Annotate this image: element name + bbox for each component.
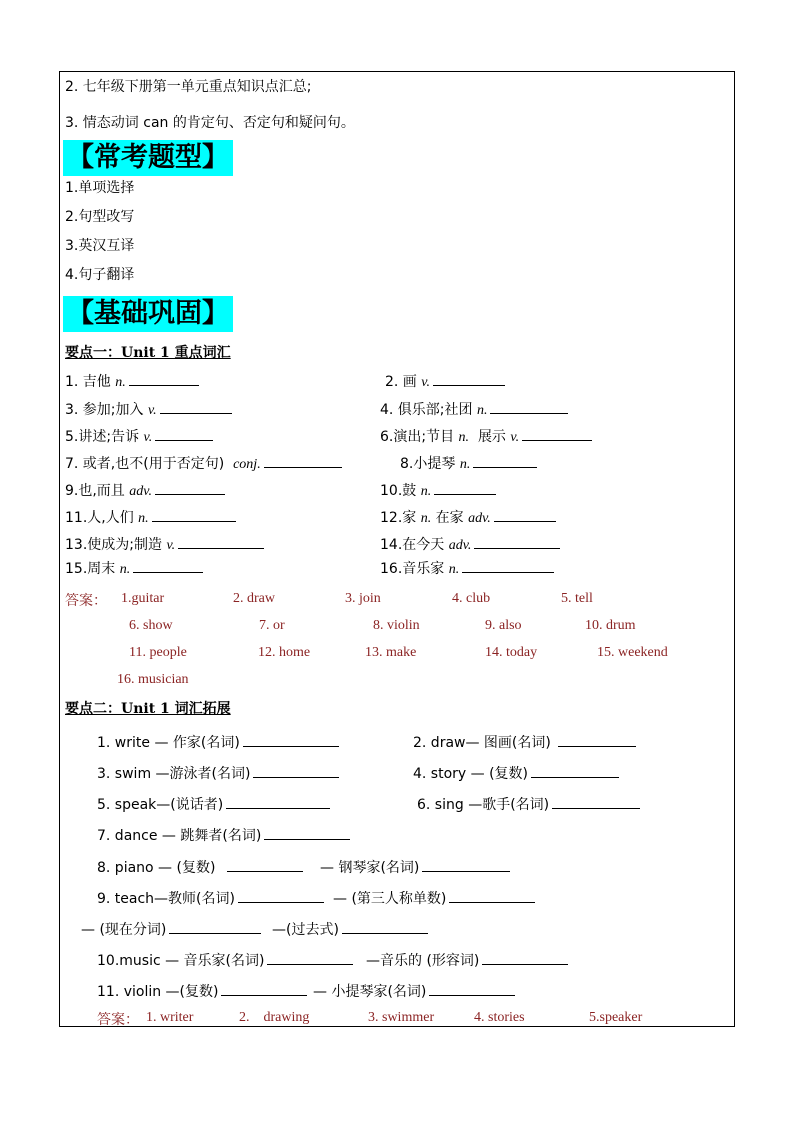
expand-item: — 小提琴家(名词) (313, 981, 515, 1001)
answer-item: 12. home (258, 645, 311, 660)
answer-item: 15. weekend (597, 645, 668, 660)
answer-item: 2. draw (233, 591, 275, 606)
vocab-item: 4. 俱乐部;社团 n. (380, 399, 568, 420)
vocab-item: 7. 或者,也不(用于否定句) conj. (65, 453, 342, 474)
answer-item: 4. club (452, 591, 491, 606)
vocab-item: 6.演出;节目 n. 展示 v. (380, 426, 592, 447)
common-type-item: 1.单项选择 (65, 180, 135, 196)
vocab-item: 3. 参加;加入 v. (65, 399, 232, 420)
expand-item: 4. story — (复数) (413, 763, 619, 783)
expand-item: 11. violin —(复数) (97, 981, 307, 1001)
vocab-item: 10.鼓 n. (380, 480, 496, 501)
point1-title: 要点一：Unit 1 重点词汇 (65, 345, 231, 361)
vocab-item: 16.音乐家 n. (380, 558, 554, 579)
answer-item: 8. violin (373, 618, 420, 633)
answer-item: 16. musician (117, 672, 189, 687)
expand-item: 9. teach—教师(名词) (97, 888, 324, 908)
expand-item: —音乐的 (形容词) (366, 950, 568, 970)
vocab-item: 2. 画 v. (385, 371, 505, 392)
answer-label: 答案： (97, 1012, 139, 1028)
vocab-item: 14.在今天 adv. (380, 534, 560, 555)
answer-item: 3. join (345, 591, 381, 606)
vocab-item: 5.讲述;告诉 v. (65, 426, 213, 447)
answer-item: 9. also (485, 618, 522, 633)
expand-item: 7. dance — 跳舞者(名词) (97, 825, 350, 845)
expand-item: 3. swim —游泳者(名词) (97, 763, 339, 783)
expand-item: — 钢琴家(名词) (320, 857, 510, 877)
section-heading-common-types: 【常考题型】 (63, 140, 233, 176)
answer-item: 7. or (259, 618, 285, 633)
answer-item: 6. show (129, 618, 173, 633)
intro-line-3: 3. 情态动词 can 的肯定句、否定句和疑问句。 (65, 115, 355, 131)
expand-item: — (现在分词) (81, 919, 261, 939)
answer-item: 1.guitar (121, 591, 165, 606)
answer-item: 4. stories (474, 1010, 525, 1025)
answer-item: 3. swimmer (368, 1010, 435, 1025)
vocab-item: 15.周末 n. (65, 558, 203, 579)
answer-item: 2. drawing (239, 1010, 310, 1025)
expand-item: —(过去式) (272, 919, 428, 939)
intro-line-2: 2. 七年级下册第一单元重点知识点汇总; (65, 79, 312, 95)
expand-item: — (第三人称单数) (333, 888, 535, 908)
common-type-item: 4.句子翻译 (65, 267, 135, 283)
vocab-item: 8.小提琴 n. (400, 453, 537, 474)
answer-item: 5. tell (561, 591, 593, 606)
vocab-item: 12.家 n. 在家 adv. (380, 507, 556, 528)
expand-item: 8. piano — (复数) (97, 857, 303, 877)
expand-item: 10.music — 音乐家(名词) (97, 950, 353, 970)
answer-item: 11. people (129, 645, 187, 660)
answer-item: 10. drum (585, 618, 636, 633)
expand-item: 6. sing —歌手(名词) (417, 794, 640, 814)
expand-item: 1. write — 作家(名词) (97, 732, 339, 752)
answer-label: 答案： (65, 593, 107, 609)
answer-item: 13. make (365, 645, 417, 660)
answer-item: 14. today (485, 645, 538, 660)
section-heading-basic: 【基础巩固】 (63, 296, 233, 332)
common-type-item: 2.句型改写 (65, 209, 135, 225)
point2-title: 要点二：Unit 1 词汇拓展 (65, 701, 231, 717)
vocab-item: 9.也,而且 adv. (65, 480, 225, 501)
expand-item: 5. speak—(说话者) (97, 794, 330, 814)
vocab-item: 11.人,人们 n. (65, 507, 236, 528)
answer-item: 5.speaker (589, 1010, 643, 1025)
vocab-item: 1. 吉他 n. (65, 371, 199, 392)
common-type-item: 3.英汉互译 (65, 238, 135, 254)
expand-item: 2. draw— 图画(名词) (413, 732, 636, 752)
vocab-item: 13.使成为;制造 v. (65, 534, 264, 555)
answer-item: 1. writer (146, 1010, 194, 1025)
